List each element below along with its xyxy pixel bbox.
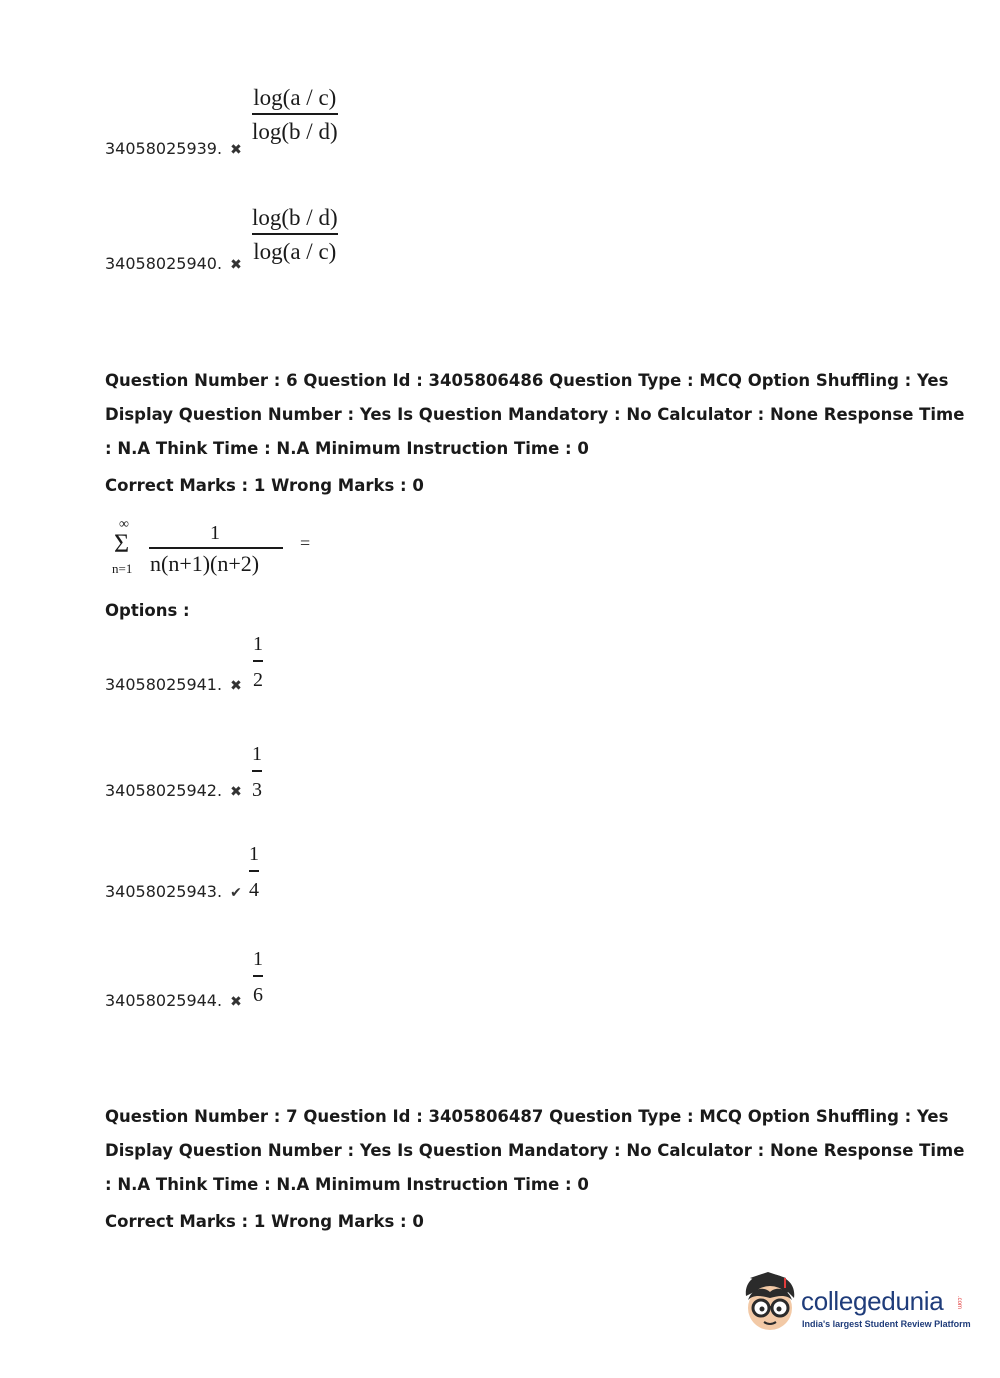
option-41-numerator: 1 bbox=[253, 633, 263, 655]
q6-metadata bbox=[105, 364, 965, 466]
q7-meta-line-2: Display Question Number : Yes Is Question Mandatory : No Calculator : None Response Time bbox=[105, 1141, 965, 1160]
wrong-mark-icon: ✖ bbox=[230, 784, 242, 800]
option-44-row bbox=[105, 991, 242, 1010]
option-43-id: 34058025943. bbox=[105, 882, 223, 901]
fraction-bar bbox=[253, 660, 263, 662]
correct-check-icon: ✔ bbox=[230, 885, 242, 901]
option-39-row bbox=[105, 139, 242, 158]
fraction-bar bbox=[252, 770, 262, 772]
fraction-bar bbox=[253, 975, 263, 977]
option-40-formula bbox=[252, 206, 338, 263]
wrong-mark-icon: ✖ bbox=[230, 142, 242, 158]
option-40-row bbox=[105, 254, 242, 273]
option-42-formula bbox=[252, 744, 262, 800]
q6-meta-line-3: : N.A Think Time : N.A Minimum Instruction Time : 0 bbox=[105, 439, 589, 458]
fraction-bar bbox=[252, 233, 338, 235]
fraction-bar bbox=[249, 870, 259, 872]
option-43-row bbox=[105, 882, 242, 901]
q6-meta-line-1: Question Number : 6 Question Id : 3405806486 Question Type : MCQ Option Shuffling : Yes bbox=[105, 371, 949, 390]
q7-meta-line-3: : N.A Think Time : N.A Minimum Instruction Time : 0 bbox=[105, 1175, 589, 1194]
q7-metadata bbox=[105, 1100, 965, 1202]
equals-sign: = bbox=[300, 533, 311, 553]
option-41-formula bbox=[253, 634, 263, 690]
option-43-denominator: 4 bbox=[249, 878, 259, 901]
option-41-id: 34058025941. bbox=[105, 675, 223, 694]
option-42-row bbox=[105, 781, 242, 800]
option-43-formula bbox=[249, 844, 259, 900]
sum-denominator: n(n+1)(n+2) bbox=[150, 551, 260, 576]
q7-meta-line-1: Question Number : 7 Question Id : 3405806487 Question Type : MCQ Option Shuffling : Yes bbox=[105, 1107, 949, 1126]
option-44-id: 34058025944. bbox=[105, 991, 223, 1010]
q6-marks: Correct Marks : 1 Wrong Marks : 0 bbox=[105, 476, 424, 495]
option-39-numerator: log(a / c) bbox=[253, 85, 337, 110]
option-44-denominator: 6 bbox=[253, 983, 263, 1006]
options-label: Options : bbox=[105, 601, 190, 620]
option-39-denominator: log(b / d) bbox=[252, 118, 338, 144]
sum-lower-limit: n=1 bbox=[112, 561, 133, 576]
option-42-numerator: 1 bbox=[252, 743, 262, 765]
q7-marks: Correct Marks : 1 Wrong Marks : 0 bbox=[105, 1212, 424, 1231]
option-41-denominator: 2 bbox=[253, 668, 263, 691]
sigma-symbol: Σ bbox=[114, 529, 130, 558]
option-39-formula bbox=[252, 86, 338, 143]
q6-meta-line-2: Display Question Number : Yes Is Question Mandatory : No Calculator : None Response Time bbox=[105, 405, 965, 424]
option-40-id: 34058025940. bbox=[105, 254, 223, 273]
logo-tagline: India's largest Student Review Platform bbox=[802, 1319, 971, 1329]
option-41-row bbox=[105, 675, 242, 694]
wrong-mark-icon: ✖ bbox=[230, 257, 242, 273]
option-40-denominator: log(a / c) bbox=[253, 238, 337, 264]
option-42-denominator: 3 bbox=[252, 778, 262, 801]
logo-wordmark: collegedunia bbox=[801, 1286, 944, 1316]
option-43-numerator: 1 bbox=[249, 843, 259, 865]
wrong-mark-icon: ✖ bbox=[230, 994, 242, 1010]
q6-question-formula bbox=[112, 518, 332, 582]
option-42-id: 34058025942. bbox=[105, 781, 223, 800]
logo-com-suffix: .com bbox=[956, 1296, 962, 1310]
option-40-numerator: log(b / d) bbox=[252, 205, 338, 230]
mascot-face-icon bbox=[738, 1270, 802, 1338]
option-44-numerator: 1 bbox=[253, 948, 263, 970]
sum-numerator: 1 bbox=[210, 522, 220, 544]
fraction-bar bbox=[149, 547, 283, 549]
option-39-id: 34058025939. bbox=[105, 139, 223, 158]
wrong-mark-icon: ✖ bbox=[230, 678, 242, 694]
option-44-formula bbox=[253, 949, 263, 1005]
sum-upper-limit: ∞ bbox=[119, 517, 129, 532]
fraction-bar bbox=[252, 113, 338, 115]
